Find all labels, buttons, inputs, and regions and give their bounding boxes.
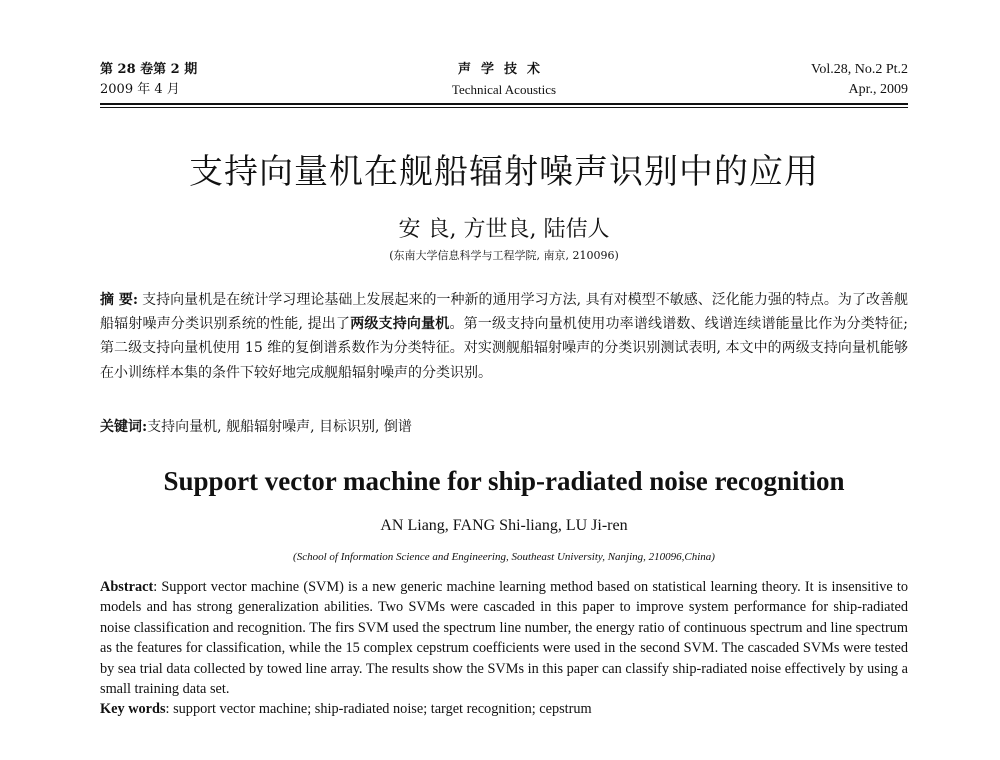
abstract-en-text: : Support vector machine (SVM) is a new generic machine learning method based on statistical learning theory. It is insensitive to models and has strong generalization abilities. Two SVMs were cascaded in this paper to improve system performance for ship-radiated noise classification and recognition. The firs SVM used the spectrum line number, the energy ratio of continuous spectrum and line spectrum as the features for classification, while the 15 complex cepstrum coefficients were used in the second SVM. The cascaded SVMs were tested by sea trial data collected by towed line array. The results show the SVMs in this paper can classify ship-radiated noise effectively by using a small training data set. bbox=[100, 579, 908, 698]
journal-name-en: Technical Acoustics bbox=[451, 82, 557, 97]
keywords-en-text: : support vector machine; ship-radiated noise; target recognition; cepstrum bbox=[165, 701, 592, 717]
abstract-cn-text-1: 支持向量机是在统计学习理论基础上发展起来的一种新的通用学习方法, 具有对模型不敏感、泛化能力强的特点。为了改善舰船辐射噪声分类识别系统的性能, 提出了 bbox=[100, 292, 908, 333]
journal-name-cn: 声学技术 bbox=[457, 62, 550, 77]
paper-title-en: Support vector machine for ship-radiated noise recognition bbox=[163, 466, 845, 496]
abstract-en bbox=[100, 577, 908, 699]
authors-en: AN Liang, FANG Shi-liang, LU Ji-ren bbox=[380, 517, 628, 534]
keywords-en-label: Key words bbox=[100, 701, 166, 717]
header-volume-cn: 第 28 卷第 2 期 bbox=[100, 62, 198, 77]
header-left bbox=[100, 60, 197, 100]
header-date-cn: 2009 年 4 月 bbox=[100, 82, 180, 97]
abstract-cn-bold-phrase: 两级支持向量机 bbox=[350, 316, 450, 333]
abstract-cn bbox=[100, 288, 908, 385]
header-date-en: Apr., 2009 bbox=[848, 82, 908, 97]
abstract-cn-text-2: 。第一级支持向量机使用功率谱线谱数、线谱连续谱能量比作为分类特征; 第二级支持向量机使用 15 维的复倒谱系数作为分类特征。对实测舰船辐射噪声的分类识别测试表明, 本文中的两级支持向量机能够在小训练样本集的条件下较好地完成舰船辐射噪声的分类识别。 bbox=[100, 316, 909, 381]
affiliation-en: (School of Information Science and Engineering, Southeast University, Nanjing, 210096,China) bbox=[293, 551, 715, 563]
affiliation-cn: (东南大学信息科学与工程学院, 南京, 210096) bbox=[389, 249, 619, 262]
abstract-en-label: Abstract bbox=[100, 579, 154, 595]
running-header bbox=[100, 60, 908, 104]
keywords-cn-label: 关键词: bbox=[100, 419, 148, 435]
paper-title-cn: 支持向量机在舰船辐射噪声识别中的应用 bbox=[189, 152, 819, 192]
header-center bbox=[354, 60, 654, 100]
header-right bbox=[811, 60, 908, 100]
abstract-cn-label: 摘 要: bbox=[100, 292, 139, 308]
keywords-en bbox=[100, 699, 908, 719]
keywords-cn-text: 支持向量机, 舰船辐射噪声, 目标识别, 倒谱 bbox=[147, 419, 412, 435]
authors-cn: 安 良, 方世良, 陆佶人 bbox=[398, 217, 610, 242]
header-volume-en: Vol.28, No.2 Pt.2 bbox=[811, 62, 908, 77]
header-rule-thin bbox=[100, 107, 908, 108]
keywords-cn bbox=[100, 416, 908, 438]
header-rule-thick bbox=[100, 103, 908, 105]
